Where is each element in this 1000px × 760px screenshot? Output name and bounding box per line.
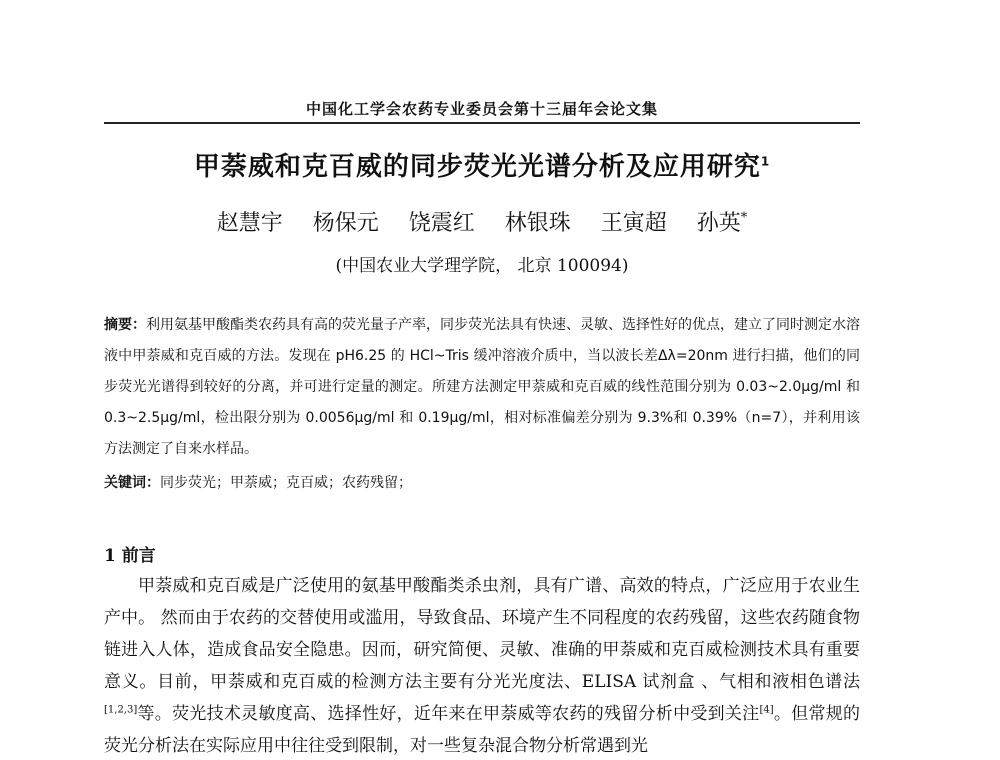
section-heading: 1 前言 bbox=[104, 546, 156, 566]
citation: [4] bbox=[759, 704, 774, 716]
citation: [1,2,3] bbox=[104, 704, 138, 716]
keywords-text: 同步荧光；甲萘威；克百威；农药残留； bbox=[160, 475, 412, 491]
affiliation: (中国农业大学理学院， 北京 100094) bbox=[335, 256, 629, 276]
author: 林银珠 bbox=[504, 211, 571, 236]
running-header: 中国化工学会农药专业委员会第十三届年会论文集 bbox=[305, 100, 658, 118]
paper-title-text: 甲萘威和克百威的同步荧光光谱分析及应用研究 bbox=[193, 152, 761, 182]
author-list bbox=[104, 206, 860, 237]
header-rule bbox=[104, 122, 860, 124]
keywords-label: 关键词： bbox=[104, 475, 160, 491]
abstract-text: 利用氨基甲酸酯类农药具有高的荧光量子产率，同步荧光法具有快速、灵敏、选择性好的优点，建立了同时测定水溶液中甲萘威和克百威的方法。发现在 pH6.25 的 HCl~Tris 缓冲溶液介质中，当以波长差Δλ=20nm 进行扫描，他们的同步荧光光谱得到较好的分离，并可进行定量的测定。所建方法测定甲萘威和克百威的线性范围分别为 0.03~2.0μg/ml 和 0.3~2.5μg/ml，检出限分别为 0.0056μg/ml 和 0.19μg/ml，相对标准偏差分别为 9.3%和 0.39%（n=7），并利用该方法测定了自来水样品。 bbox=[104, 317, 860, 457]
author-corresponding: 孙英* bbox=[696, 210, 748, 236]
abstract bbox=[104, 310, 860, 465]
author: 王寅超 bbox=[600, 211, 667, 236]
body-paragraph: 甲萘威和克百威是广泛使用的氨基甲酸酯类杀虫剂，具有广谱、高效的特点，广泛应用于农业生产中。 然而由于农药的交替使用或滥用，导致食品、环境产生不同程度的农药残留，这些农药随食物链进入人体，造成食品安全隐患。因而，研究简便、灵敏、准确的甲萘威和克百威检测技术具有重要意义。目前，甲萘威和克百威的检测方法主要有分光光度法、ELISA 试剂盒 、气相和液相色谱法[1,2,3]等。荧光技术灵敏度高、选择性好，近年来在甲萘威等农药的残留分析中受到关注[4]。但常规的荧光分析法在实际应用中往往受到限制，对一些复杂混合物分析常遇到光 bbox=[104, 576, 861, 756]
title-footnote-mark: 1 bbox=[760, 154, 771, 169]
keywords bbox=[104, 472, 860, 492]
paper-title bbox=[104, 146, 860, 183]
author: 饶震红 bbox=[408, 211, 475, 236]
author: 赵慧宇 bbox=[216, 211, 283, 236]
abstract-label: 摘要： bbox=[104, 317, 146, 333]
author: 杨保元 bbox=[312, 211, 379, 236]
